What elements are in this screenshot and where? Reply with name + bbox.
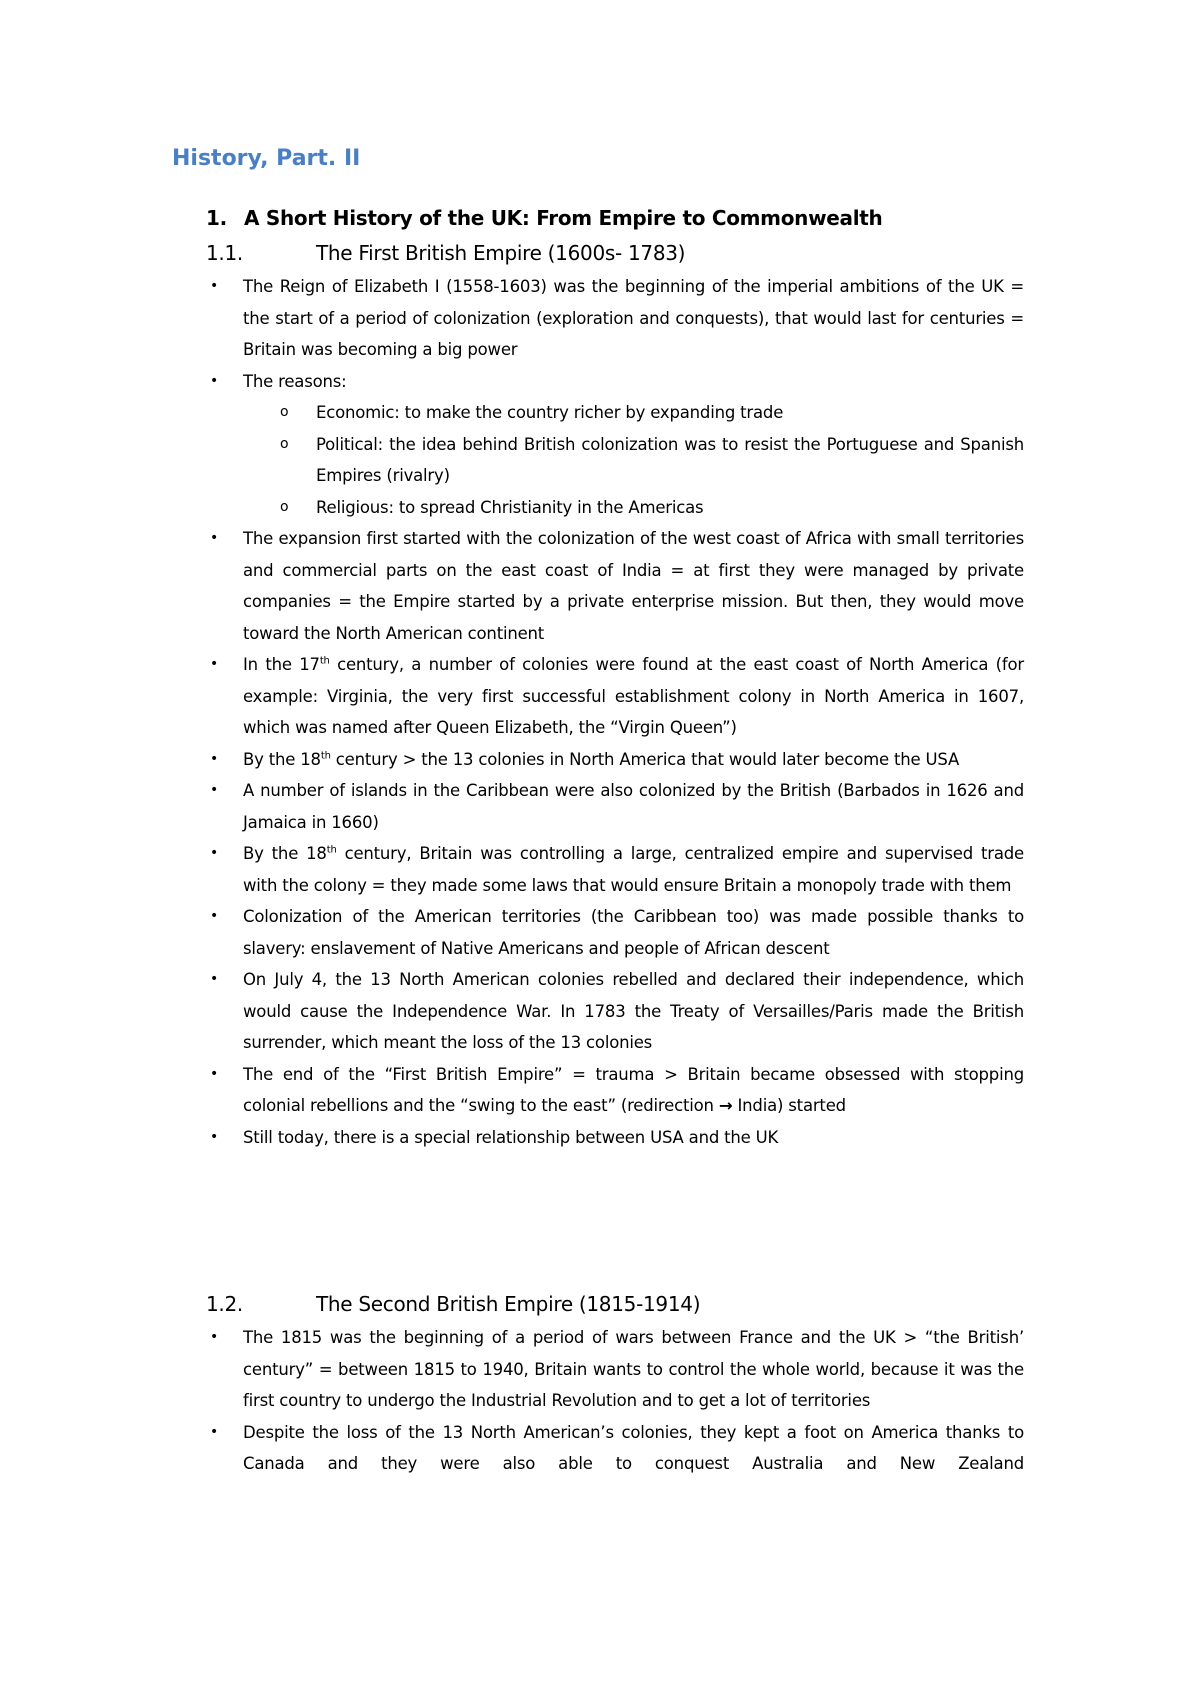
list-item-text: On July 4, the 13 North American colonies rebelled and declared their independence, which would cause the Independence War. In 1783 the Treaty of Versailles/Paris made the British surrender, which meant the loss of the 13 colonies [243,970,1024,1052]
list-item-text: The Reign of Elizabeth I (1558-1603) was the beginning of the imperial ambitions of the UK = the start of a period of colonization (exploration and conquests), that would last for centuries = Britain was becoming a big power [243,277,1024,359]
bullet-icon: • [210,278,219,294]
list-item-text-start: By the 18 [243,844,327,863]
bullet-icon: • [210,782,219,798]
superscript: th [320,750,331,761]
list-item [0,901,1024,964]
sub-list-item [0,492,1024,524]
list-item-text-start: By the 18 [243,749,321,769]
subsection-heading-1-1 [206,241,685,265]
sub-bullet-icon: o [280,498,289,515]
list-item [0,1122,1024,1154]
arrow-right-icon: → [718,1096,733,1115]
bullet-icon: • [210,908,219,924]
bullet-list-first-empire [0,271,1200,1153]
bullet-icon: • [210,372,219,389]
list-item-text: The 1815 was the beginning of a period of wars between France and the UK > “the British’ century” = between 1815 to 1940, Britain wants to control the whole world, because it was the first country to undergo the Industrial Revolution and to get a lot of territories [243,1328,1024,1410]
bullet-icon: • [210,971,219,987]
list-item [0,1417,1024,1480]
sub-bullet-icon: o [280,435,289,452]
list-item-text: Colonization of the American territories (the Caribbean too) was made possible thanks to slavery: enslavement of Native Americans and people of African descent [243,907,1024,958]
list-item [0,366,1024,398]
subsection-heading-1-2 [206,1292,700,1316]
sub-list-item [0,397,1024,429]
list-item-text-start: In the 17 [243,655,320,674]
list-item-text: Still today, there is a special relationship between USA and the UK [243,1127,779,1147]
bullet-icon: • [210,1329,219,1345]
list-item-text: The expansion first started with the colonization of the west coast of Africa with small territories and commercial parts on the east coast of India = at first they were managed by private companies = the Empire started by a private enterprise mission. But then, they would move toward the North American continent [243,529,1024,643]
superscript: th [326,844,337,856]
list-item-text: A number of islands in the Caribbean were also colonized by the British (Barbados in 1626 and Jamaica in 1660) [243,781,1024,832]
subsection-title: The Second British Empire (1815-1914) [316,1292,701,1316]
subsection-title: The First British Empire (1600s- 1783) [316,241,686,265]
document-title: History, Part. II [172,146,361,171]
bullet-list-second-empire [0,1322,1200,1480]
sub-list-item-text: Political: the idea behind British colonization was to resist the Portuguese and Spanish Empires (rivalry) [316,434,1024,485]
list-item [0,1322,1024,1417]
sub-list-item-text: Religious: to spread Christianity in the Americas [316,497,704,517]
bullet-icon: • [210,656,219,672]
list-item [0,775,1024,838]
section-heading [206,206,883,230]
list-item [0,649,1024,744]
section-number: 1. [206,206,227,230]
sub-list-item [0,429,1024,492]
list-item [0,744,1024,776]
list-item-text-end: century > the 13 colonies in North America that would later become the USA [330,749,960,769]
section-title: A Short History of the UK: From Empire to Commonwealth [244,206,883,230]
list-item-text-end: India) started [732,1096,846,1115]
subsection-number: 1.1. [206,241,243,265]
list-item [0,964,1024,1059]
list-item [0,523,1024,649]
bullet-icon: • [210,750,219,767]
list-item [0,1059,1024,1122]
superscript: th [319,655,330,667]
list-item [0,271,1024,366]
sub-bullet-icon: o [280,404,289,420]
bullet-icon: • [210,845,219,861]
list-item-text: Despite the loss of the 13 North American’s colonies, they kept a foot on America thanks to Canada and they were also able to conquest Australia and New Zealand [243,1422,1024,1473]
list-item-text-end: century, Britain was controlling a large, centralized empire and supervised trade with the colony = they made some laws that would ensure Britain a monopoly trade with them [243,844,1024,895]
bullet-icon: • [210,1423,219,1440]
sub-list-item-text: Economic: to make the country richer by expanding trade [316,403,784,422]
list-item [0,838,1024,901]
bullet-icon: • [210,1065,219,1082]
list-item-text-start: The end of the “First British Empire” = trauma > Britain became obsessed with stopping colonial rebellions and the “swing to the east” (redirection [243,1064,1024,1115]
list-item-text-end: century, a number of colonies were found at the east coast of North America (for example: Virginia, the very first successful establishment colony in North America in 1607, which was named after Queen Elizabeth, the “Virgin Queen”) [243,655,1024,737]
bullet-icon: • [210,1128,219,1145]
list-item-text: The reasons: [243,371,347,391]
bullet-icon: • [210,530,219,546]
subsection-number: 1.2. [206,1292,243,1316]
